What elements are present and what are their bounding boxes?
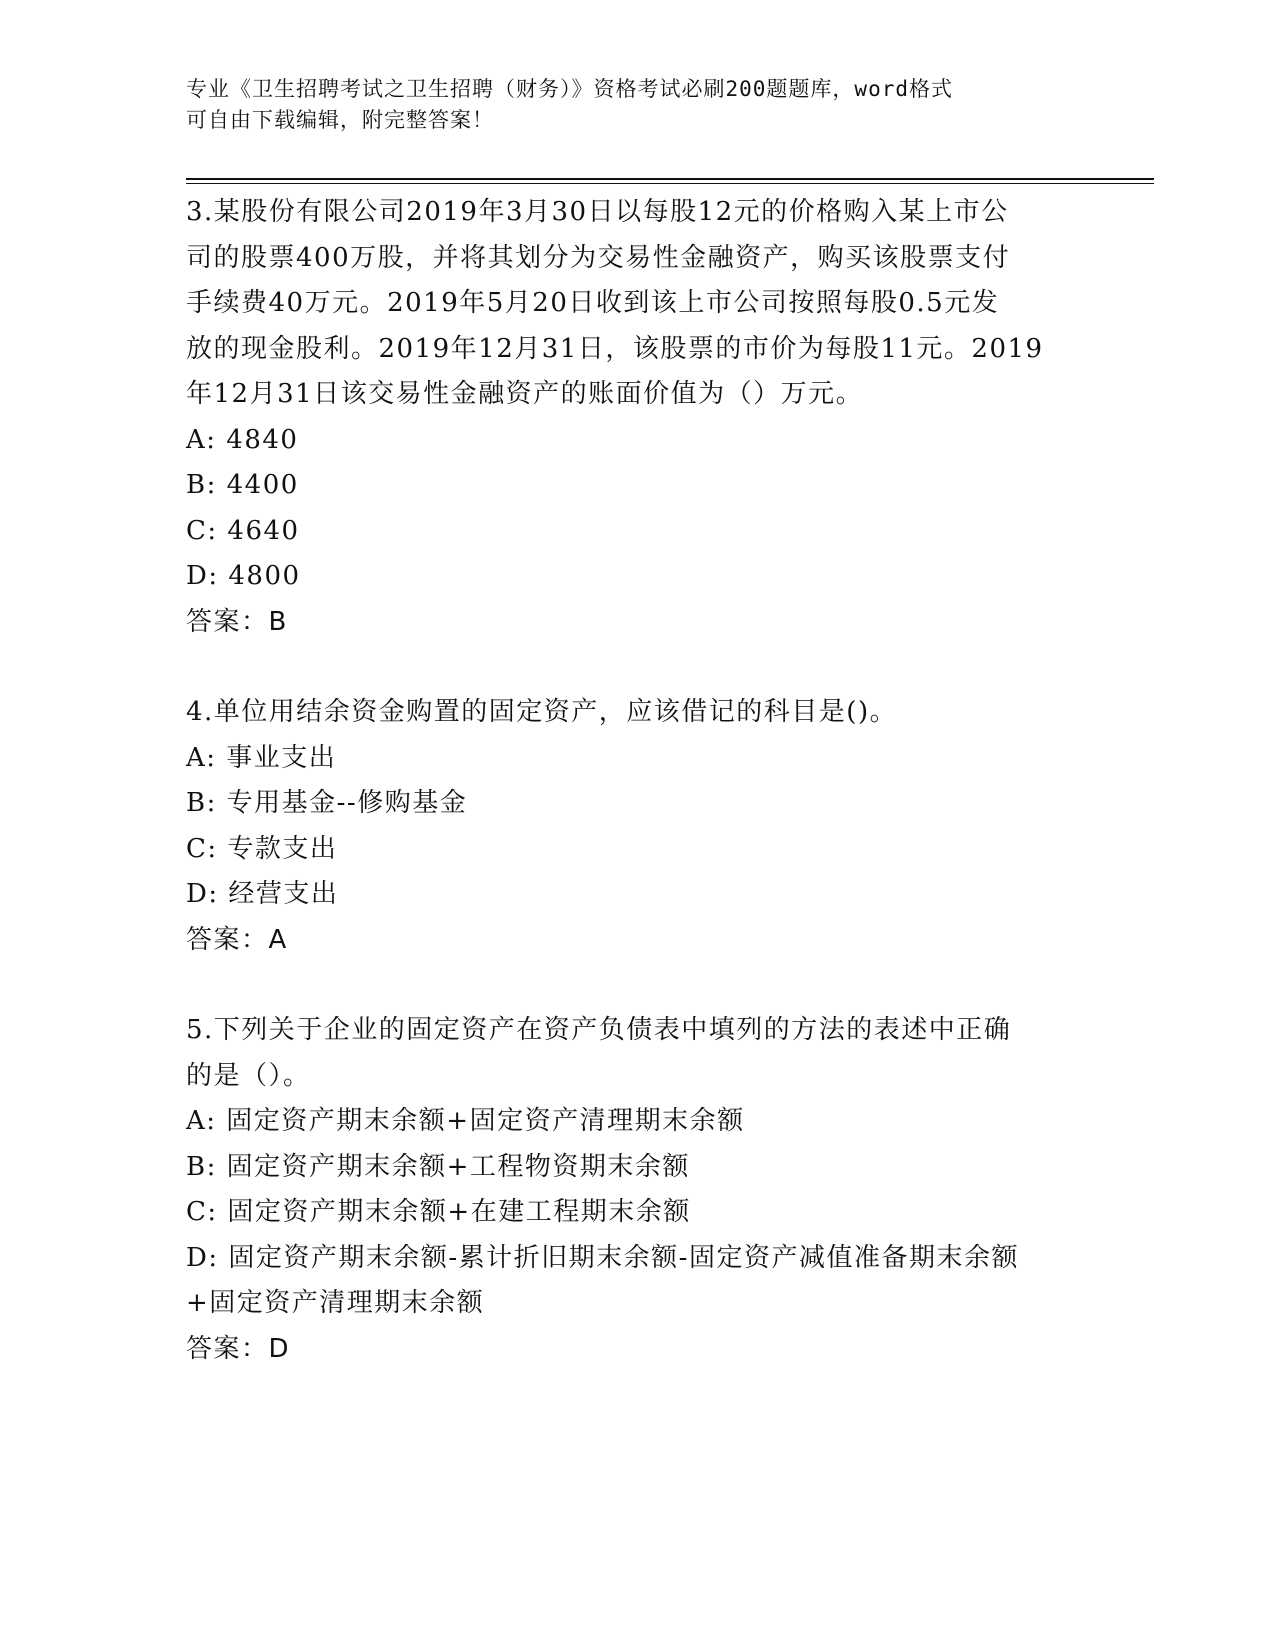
header-line-2: 可自由下载编辑，附完整答案！ xyxy=(186,108,494,132)
question-5 xyxy=(186,1008,1086,1372)
question-spacer xyxy=(186,963,1086,1008)
question-stem-line: 4.单位用结余资金购置的固定资产，应该借记的科目是()。 xyxy=(186,697,898,727)
header-line-1: 专业《卫生招聘考试之卫生招聘（财务）》资格考试必刷200题题库，word格式 xyxy=(186,77,953,101)
header-divider-thick xyxy=(186,178,1154,180)
option-c: C: 固定资产期末余额+在建工程期末余额 xyxy=(186,1197,691,1227)
option-a: A: 4840 xyxy=(186,424,299,455)
document-header xyxy=(186,74,1086,136)
question-stem-line: 年12月31日该交易性金融资产的账面价值为（）万元。 xyxy=(186,379,864,409)
option-b: B: 固定资产期末余额+工程物资期末余额 xyxy=(186,1151,690,1182)
question-3 xyxy=(186,190,1086,645)
option-b: B: 4400 xyxy=(186,470,299,500)
option-d: D: 经营支出 xyxy=(186,879,339,909)
question-stem-line: 的是（）。 xyxy=(186,1060,311,1091)
option-d: D: 固定资产期末余额-累计折旧期末余额-固定资产减值准备期末余额 xyxy=(186,1242,1019,1273)
question-4 xyxy=(186,690,1086,963)
answer-line: 答案：D xyxy=(186,1333,291,1364)
option-a: A: 事业支出 xyxy=(186,742,337,773)
option-a: A: 固定资产期末余额+固定资产清理期末余额 xyxy=(186,1106,745,1136)
question-stem-line: 司的股票400万股，并将其划分为交易性金融资产，购买该股票支付 xyxy=(186,242,1011,273)
question-list xyxy=(186,190,1086,1372)
question-stem-line: 放的现金股利。2019年12月31日，该股票的市价为每股11元。2019 xyxy=(186,333,1044,364)
answer-line: 答案：A xyxy=(186,924,288,955)
question-stem-line: 5.下列关于企业的固定资产在资产负债表中填列的方法的表述中正确 xyxy=(186,1015,1012,1045)
option-d: D: 4800 xyxy=(186,561,301,591)
option-c: C: 专款支出 xyxy=(186,833,338,864)
question-stem-line: 3.某股份有限公司2019年3月30日以每股12元的价格购入某上市公 xyxy=(186,197,1009,227)
header-divider-thin xyxy=(186,183,1154,184)
option-b: B: 专用基金--修购基金 xyxy=(186,788,468,818)
answer-line: 答案：B xyxy=(186,606,288,637)
question-stem-line: 手续费40万元。2019年5月20日收到该上市公司按照每股0.5元发 xyxy=(186,288,1000,318)
option-c: C: 4640 xyxy=(186,515,300,546)
question-spacer xyxy=(186,645,1086,690)
option-d-continued: +固定资产清理期末余额 xyxy=(186,1288,485,1318)
